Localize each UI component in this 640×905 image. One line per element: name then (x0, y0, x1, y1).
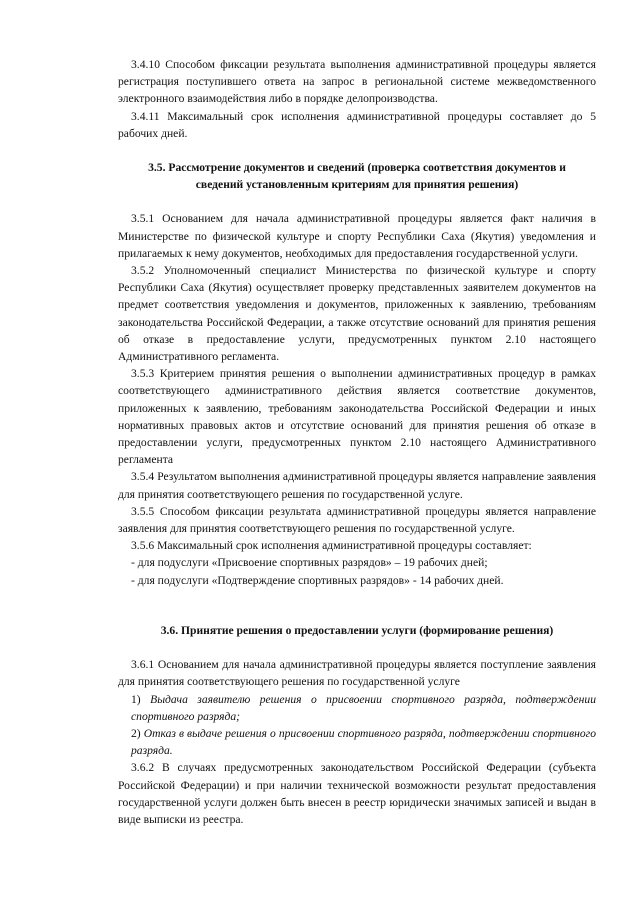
section-heading-3-6: 3.6. Принятие решения о предоставлении услуги (формирование решения) (160, 623, 554, 637)
paragraph-3-4-10: 3.4.10 Способом фиксации результата выполнения административной процедуры является регистрация поступившего ответа на запрос в региональной системе межведомственного электронного взаимодействия либо в порядке делопроизводства. (118, 58, 596, 106)
list-item-1-number: 1) (131, 692, 141, 706)
list-item-dash-1: - для подуслуги «Присвоение спортивных разрядов» – 19 рабочих дней; (131, 556, 488, 570)
list-item-2 (118, 725, 596, 759)
paragraph-3-5-5: 3.5.5 Способом фиксации результата административной процедуры является направление заявления для принятия соответствующего решения по государственной услуге. (118, 504, 596, 536)
paragraph-3-5-3: 3.5.3 Критерием принятия решения о выполнении административных процедур в рамках соответствующего административного действия является соответствие документов, приложенных к заявлению, требованиям законодательства Российской Федерации и иных нормативных правовых актов и отсутствие оснований для принятия решения об отказе в предоставлении услуги, предусмотренных пунктом 2.10 настоящего Административного регламента (118, 367, 596, 467)
paragraph-3-5-1: 3.5.1 Основанием для начала административной процедуры является факт наличия в Министерстве по физической культуре и спорту Республики Саха (Якутия) уведомления и прилагаемых к нему документов, необходимых для предоставления государственной услуги. (118, 212, 596, 260)
paragraph-3-5-2: 3.5.2 Уполномоченный специалист Министерства по физической культуре и спорту Республики Саха (Якутия) осуществляет проверку представленных заявителем документов на предмет соответствия уведомления и документов, приложенных к заявлению, требованиям законодательства Российской Федерации, а также отсутствие оснований для принятия решения об отказе в предоставление услуги, предусмотренных пунктом 2.10 настоящего Административного регламента. (118, 264, 596, 364)
paragraph-3-6-2: 3.6.2 В случаях предусмотренных законодательством Российской Федерации (субъекта Российской Федерации) и при наличии технической возможности результат предоставления государственной услуги должен быть внесен в реестр юридически значимых записей и выдан в виде выписки из реестра. (118, 761, 596, 826)
document-page (118, 56, 596, 828)
paragraph-3-5-6: 3.5.6 Максимальный срок исполнения административной процедуры составляет: (131, 539, 532, 553)
list-item-2-text: Отказ в выдаче решения о присвоении спортивного разряда, подтверждении спортивного разряда. (131, 726, 596, 758)
paragraph-3-4-11: 3.4.11 Максимальный срок исполнения административной процедуры составляет до 5 рабочих дней. (118, 109, 596, 140)
list-item-dash-2: - для подуслуги «Подтверждение спортивных разрядов» - 14 рабочих дней. (131, 573, 504, 587)
section-heading-3-5: 3.5. Рассмотрение документов и сведений (проверка соответствия документов и сведений установленным критериям для принятия решения) (148, 161, 566, 192)
list-item-1-text: Выдача заявителю решения о присвоении спортивного разряда, подтверждении спортивного разряда; (131, 692, 596, 723)
list-item-1 (118, 691, 596, 725)
paragraph-3-6-1: 3.6.1 Основанием для начала административной процедуры является поступление заявления для принятия соответствующего решения по государственной услуге (118, 658, 596, 689)
paragraph-3-5-4: 3.5.4 Результатом выполнения административной процедуры является направление заявления для принятия соответствующего решения по государственной услуге. (118, 470, 596, 501)
list-item-2-number: 2) (131, 726, 141, 740)
